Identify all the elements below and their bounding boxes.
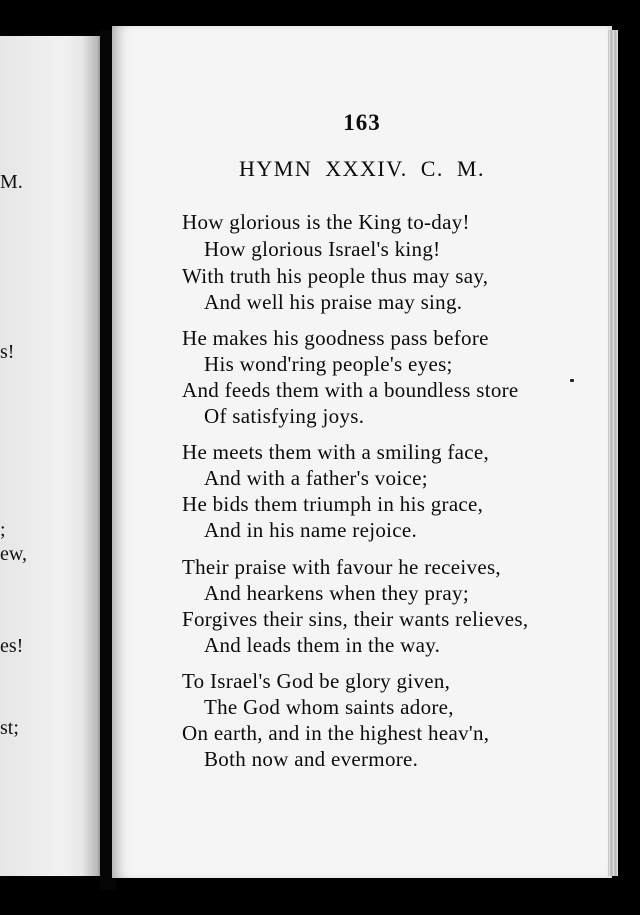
hymn-title: HYMN XXXIV. C. M.	[238, 156, 485, 181]
verse-line: And feeds them with a boundless store	[182, 378, 519, 402]
left-page	[0, 36, 104, 876]
verse-line: Of satisfying joys.	[204, 404, 365, 428]
verse-line: He bids them triumph in his grace,	[182, 492, 484, 516]
verse-line: To Israel's God be glory given,	[182, 669, 451, 693]
verse-line: Both now and evermore.	[204, 747, 419, 771]
verse-line: And well his praise may sing.	[204, 290, 463, 314]
page-number: 163	[343, 110, 381, 135]
left-page-fragment: st;	[0, 717, 19, 739]
verse-line: How glorious Israel's king!	[204, 237, 441, 261]
verse-line: The God whom saints adore,	[204, 695, 454, 719]
verse-line: Forgives their sins, their wants relieves,	[182, 607, 529, 631]
ink-speck	[570, 379, 574, 382]
left-page-fragment: M.	[0, 171, 23, 193]
left-page-fragment: es!	[0, 635, 24, 657]
left-page-fragment: ;	[0, 519, 6, 541]
verse-line: And hearkens when they pray;	[204, 581, 469, 605]
verse-line: He makes his goodness pass before	[182, 326, 489, 350]
verse-line: And in his name rejoice.	[204, 518, 418, 542]
verse-line: His wond'ring people's eyes;	[204, 352, 453, 376]
verse-line: With truth his people thus may say,	[182, 264, 489, 288]
verse-line: Their praise with favour he receives,	[182, 555, 501, 579]
verse-line: On earth, and in the highest heav'n,	[182, 721, 490, 745]
verse-line: He meets them with a smiling face,	[182, 440, 490, 464]
left-page-fragment: s!	[0, 341, 15, 363]
right-page	[112, 26, 612, 878]
verse-line: And leads them in the way.	[204, 633, 441, 657]
verse-line: How glorious is the King to-day!	[182, 210, 470, 234]
left-page-fragment: ew,	[0, 543, 28, 565]
verse-line: And with a father's voice;	[204, 466, 428, 490]
page-edges	[608, 30, 618, 876]
